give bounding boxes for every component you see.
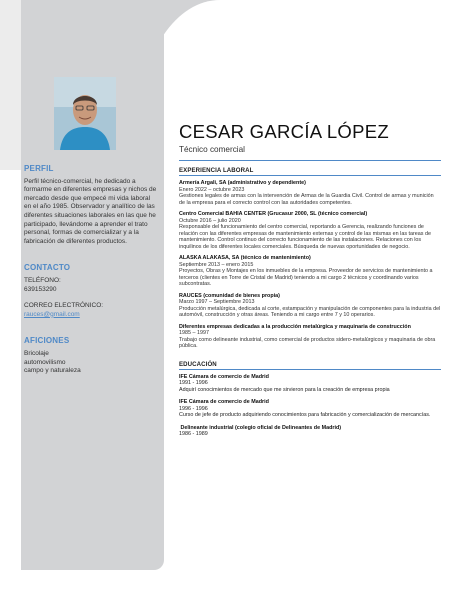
experience-divider (179, 175, 441, 176)
education-dates: 1996 - 1996 (179, 405, 208, 412)
hobby-item: automovilismo (24, 358, 66, 366)
education-text: Curso de jefe de producto adquiriendo conocimientos para fabricación y comercialización de mercancías. (179, 412, 431, 418)
experience-dates: Octubre 2016 – julio 2020 (179, 217, 241, 224)
education-item (179, 374, 441, 394)
experience-title: Diferentes empresas dedicadas a la producción metalúrgica y maquinaria de construcción (179, 323, 411, 330)
email-link[interactable]: rauces@gmail.com (24, 310, 80, 318)
experience-item (179, 180, 441, 206)
education-title: IFE Cámara de comercio de Madrid (179, 373, 269, 380)
experience-title: RAUCES (comunidad de bienes propia) (179, 292, 280, 299)
education-title: Delineante industrial (colegio oficial de Delineantes de Madrid) (179, 424, 342, 431)
education-text: Adquirí conocimientos de mercado que me sirvieron para la creación de empresa propia (179, 386, 390, 393)
experience-dates: Enero 2022 – octubre 2023 (179, 186, 245, 193)
header-divider (179, 160, 441, 161)
contact-section (24, 264, 158, 319)
experience-text: Trabajo como delineante industrial, como comercial de productos sidero-metalúrgicos y maquinaria de obra pública. (179, 336, 436, 349)
education-divider (179, 369, 441, 370)
hobbies-heading: AFICIONES (24, 336, 70, 346)
experience-heading: EXPERIENCIA LABORAL (179, 167, 254, 174)
experience-title: Centro Comercial BAHIA CENTER (Grucasur 2000, SL (técnico comercial) (179, 211, 368, 217)
education-title: IFE Cámara de comercio de Madrid (179, 399, 269, 405)
experience-dates: Septiembre 2013 – enero 2015 (179, 261, 254, 268)
experience-text: Producción metalúrgica, dedicada al corte, estampación y manipulación de componentes para la industria del automóvil, construcción y otras áreas. Teniendo a mi cargo entre 7 y 10 operarios. (179, 305, 441, 318)
profile-photo (54, 77, 116, 150)
hobby-item: Bricolaje (24, 349, 49, 357)
profile-photo-image (54, 77, 116, 150)
profile-section (24, 165, 158, 246)
experience-dates: 1985 – 1997 (179, 330, 209, 336)
education-heading: EDUCACIÓN (179, 360, 217, 368)
experience-item (179, 324, 441, 350)
hobby-item: campo y naturaleza (24, 367, 81, 375)
experience-text: Proyectos, Obras y Montajes en los inmuebles de la empresa. Proveedor de servicios de mantenimiento a terceros (clientes en Torre de Cristal de Madrid) teniendo a mi cargo 2 técnicos y coordinando varios subcontratas. (179, 268, 433, 287)
education-dates: 1986 - 1989 (179, 431, 208, 437)
experience-title: Armería Argali, SA (administrativo y dependiente) (179, 180, 306, 186)
profile-text: Perfil técnico-comercial, he dedicado a formarme en diferentes empresas y nichos de mercado desde que empecé mi vida laboral en el año 1985. Observador y analítico de las diferentes situaciones laborales en las que he participado, llevándome a aprender el trato personal, formas de comercializar y a la fabricación de diferentes productos. (24, 177, 159, 245)
experience-item (179, 255, 441, 288)
education-item (179, 425, 441, 438)
hobbies-section (24, 337, 158, 375)
education-item (179, 399, 441, 419)
phone-value: 639153290 (24, 285, 57, 293)
experience-text: Gestiones legales de armas con la intervención de Armas de la Guardia Civil. Control de armas y munición de la empresa para el correcto control con las autoridades competentes. (179, 193, 434, 206)
experience-item (179, 211, 441, 250)
experience-dates: Marzo 1997 – Septiembre 2013 (179, 299, 255, 305)
candidate-subtitle: Técnico comercial (179, 145, 245, 154)
profile-heading: PERFIL (24, 164, 54, 173)
main-content (179, 122, 441, 444)
education-dates: 1991 - 1996 (179, 380, 208, 386)
experience-title: ALASKA ALAKASA, SA (técnico de mantenimiento) (179, 255, 311, 261)
experience-text: Responsable del funcionamiento del centro comercial, reportando a Gerencia, realizando funciones de relación con las diferentes empresas de mantenimiento externas y control de las mismas en las tareas de mantenimiento. Control continuo del correcto funcionamiento de las instalaciones. Relaciones con los inquilinos de los diferentes locales comerciales. Búsqueda de nuevas oportunidades de negocio. (179, 224, 431, 250)
phone-label: TELÉFONO: (24, 276, 61, 284)
candidate-name: CESAR GARCÍA LÓPEZ (179, 121, 389, 142)
email-label: CORREO ELECTRÓNICO: (24, 302, 104, 310)
contact-heading: CONTACTO (24, 263, 71, 273)
experience-item (179, 293, 441, 319)
sidebar-content (24, 165, 158, 390)
